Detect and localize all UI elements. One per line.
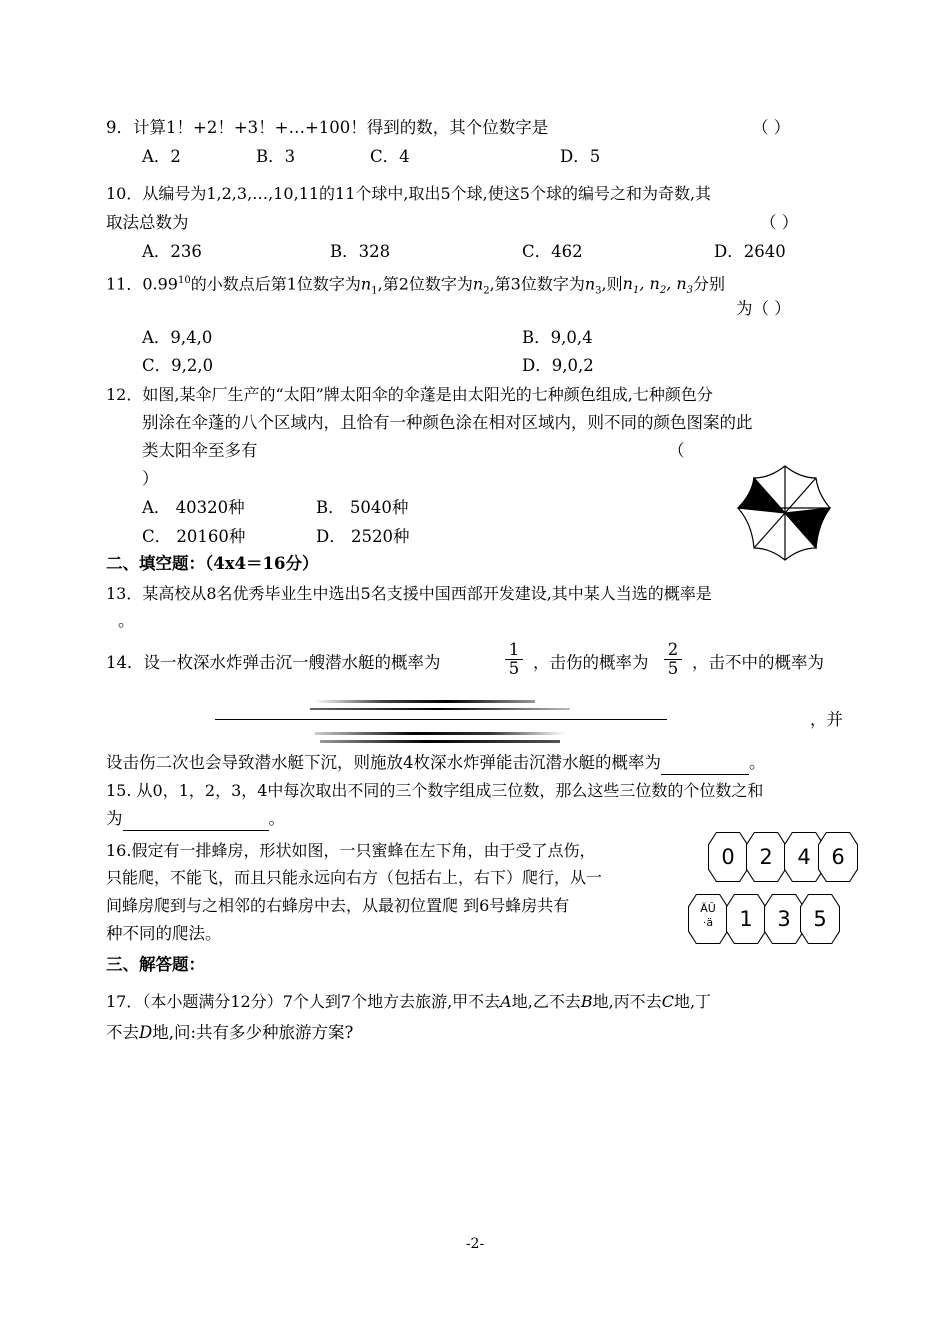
q12-option-b: B． 5040种 (316, 498, 409, 517)
cell-5: 5 (813, 907, 827, 931)
q17-line2 (106, 1022, 353, 1044)
honeycomb-figure (688, 832, 858, 952)
q11-tail: 分别 (693, 274, 726, 294)
q12-line3: 类太阳伞至多有 (142, 441, 258, 460)
cell-2: 2 (759, 845, 773, 869)
q12-option-a: A． 40320种 (142, 498, 245, 517)
q13-line1: 13．某高校从8名优秀毕业生中选出5名支援中国西部开发建设,其中某人当选的概率是 (106, 584, 712, 603)
q16-line4: 种不同的爬法。 (106, 924, 222, 943)
q11-option-a: A．9,4,0 (142, 328, 213, 347)
q15-line1: 15. 从0，1，2，3，4中每次取出不同的三个数字组成三位数，那么这些三位数的个位数之和 (106, 781, 764, 800)
q9-text: 9．计算1！+2！+3！+…+100！得到的数，其个位数字是 (106, 118, 549, 137)
q9-option-a: A．2 (142, 147, 181, 166)
cell-start (688, 902, 728, 930)
q16-line1: 16.假定有一排蜂房，形状如图，一只蜜蜂在左下角，由于受了点伤， (106, 841, 596, 860)
q12-line1: 12．如图,某伞厂生产的“太阳”牌太阳伞的伞蓬是由太阳光的七种颜色组成,七种颜色分 (106, 385, 713, 404)
q12-option-c: C． 20160种 (142, 527, 246, 546)
q14-f2-numerator: 2 (664, 641, 682, 660)
q17-place-b: B (580, 992, 593, 1011)
cell-start-label-a: ÄÛ (700, 902, 716, 915)
q17-place-a: A (500, 992, 512, 1011)
q17-line1 (106, 991, 711, 1013)
umbrella-figure (730, 460, 840, 570)
q11-s2: 2 (483, 285, 490, 297)
q11-n3: n (584, 274, 596, 294)
q17-m2: 地,丙不去 (592, 992, 662, 1011)
q11-s1: 1 (371, 285, 378, 297)
q15-line2 (106, 808, 285, 831)
q11-n2: n (472, 274, 484, 294)
q14-line3-text: 设击伤二次也会导致潜水艇下沉，则施放4枚深水炸弹能击沉潜水艇的概率为 (106, 753, 661, 772)
cell-4: 4 (797, 845, 811, 869)
q15-line2-pre: 为 (106, 809, 123, 828)
q12-line2: 别涂在伞蓬的八个区域内，且恰有一种颜色涂在相对区域内，则不同的颜色图案的此 (142, 413, 753, 432)
q14-pre: 14．设一枚深水炸弹击沉一艘潜水艇的概率为 (106, 653, 441, 672)
q11-option-c: C．9,2,0 (142, 356, 214, 375)
q17-place-d: D (139, 1023, 153, 1042)
q14-f1-numerator: 1 (505, 641, 523, 660)
q17-line2-pre: 不去 (106, 1023, 139, 1042)
q10-line2: 取法总数为 (106, 213, 189, 232)
q9-option-b: B．3 (256, 147, 296, 166)
cell-3: 3 (777, 907, 791, 931)
q11-line1 (106, 270, 725, 303)
q14-tail: ，击不中的概率为 (692, 653, 824, 672)
q9-option-d: D．5 (560, 147, 601, 166)
q16-line2: 只能爬，不能飞，而且只能永远向右方（包括右上，右下）爬行，从一 (106, 868, 603, 887)
q14-fraction-1 (505, 641, 523, 678)
section-3-heading: 三、解答题： (106, 955, 205, 974)
q14-line2-tail: ，并 (810, 710, 843, 729)
q17-pre: 17．（本小题满分12分）7个人到7个地方去旅游,甲不去 (106, 992, 501, 1011)
page-number: -2- (465, 1236, 485, 1252)
scan-artifact (215, 694, 670, 744)
cell-start-label-b: ·ä (702, 916, 714, 929)
q17-place-c: C (661, 992, 674, 1011)
q17-line2-tail: 地,问:共有多少种旅游方案? (152, 1023, 354, 1042)
q14-line3-end: 。 (749, 753, 766, 772)
q9-option-c: C．4 (370, 147, 410, 166)
q12-paren-close: ） (142, 469, 159, 488)
q15-line2-end: 。 (268, 809, 285, 828)
q15-answer-blank[interactable] (123, 808, 269, 831)
q14-f1-denominator: 5 (508, 659, 520, 678)
q10-option-a: A．236 (142, 242, 202, 261)
q16-line3: 间蜂房爬到与之相邻的右蜂房中去，从最初位置爬 到6号蜂房共有 (106, 896, 570, 915)
q11-n1: n (360, 274, 372, 294)
q14-f2-denominator: 5 (667, 659, 679, 678)
q11-n-list: $n_1$, $n_2$, $n_3$ (622, 274, 694, 297)
q11-pre: 11．0.99 (106, 274, 178, 294)
q11-option-b: B．9,0,4 (522, 328, 593, 347)
q11-mid4: ,则 (601, 274, 623, 294)
q10-paren: （ ） (760, 213, 799, 232)
q13-line2: 。 (118, 611, 135, 630)
q10-line1: 10．从编号为1,2,3,…,10,11的11个球中,取出5个球,使这5个球的编号之和为奇数,其 (106, 184, 712, 203)
q10-option-b: B．328 (330, 242, 391, 261)
q11-option-d: D．9,0,2 (522, 356, 594, 375)
q12-paren-open: （ (668, 441, 685, 460)
q11-mid2: ,第2位数字为 (377, 274, 473, 294)
q11-line2: 为（ ） (736, 299, 791, 318)
q10-option-c: C．462 (522, 242, 583, 261)
q12-option-d: D． 2520种 (316, 527, 410, 546)
q17-m3: 地,丁 (673, 992, 712, 1011)
q14-fraction-2 (664, 641, 682, 678)
cell-6: 6 (831, 845, 845, 869)
q14-line3 (106, 752, 766, 775)
section-2-heading: 二、填空题：（4x4＝16分） (106, 554, 319, 573)
cell-0: 0 (721, 845, 735, 869)
cell-1: 1 (739, 907, 753, 931)
q17-m1: 地,乙不去 (511, 992, 581, 1011)
q14-mid: ，击伤的概率为 (533, 653, 649, 672)
q11-exponent: 10 (178, 275, 191, 286)
q10-option-d: D．2640 (714, 242, 786, 261)
q11-s3: 3 (595, 285, 602, 297)
q11-mid3: ,第3位数字为 (489, 274, 585, 294)
q11-mid1: 的小数点后第1位数字为 (190, 274, 361, 294)
q9-paren: （ ） (752, 118, 791, 137)
q14-answer-blank[interactable] (661, 752, 749, 775)
